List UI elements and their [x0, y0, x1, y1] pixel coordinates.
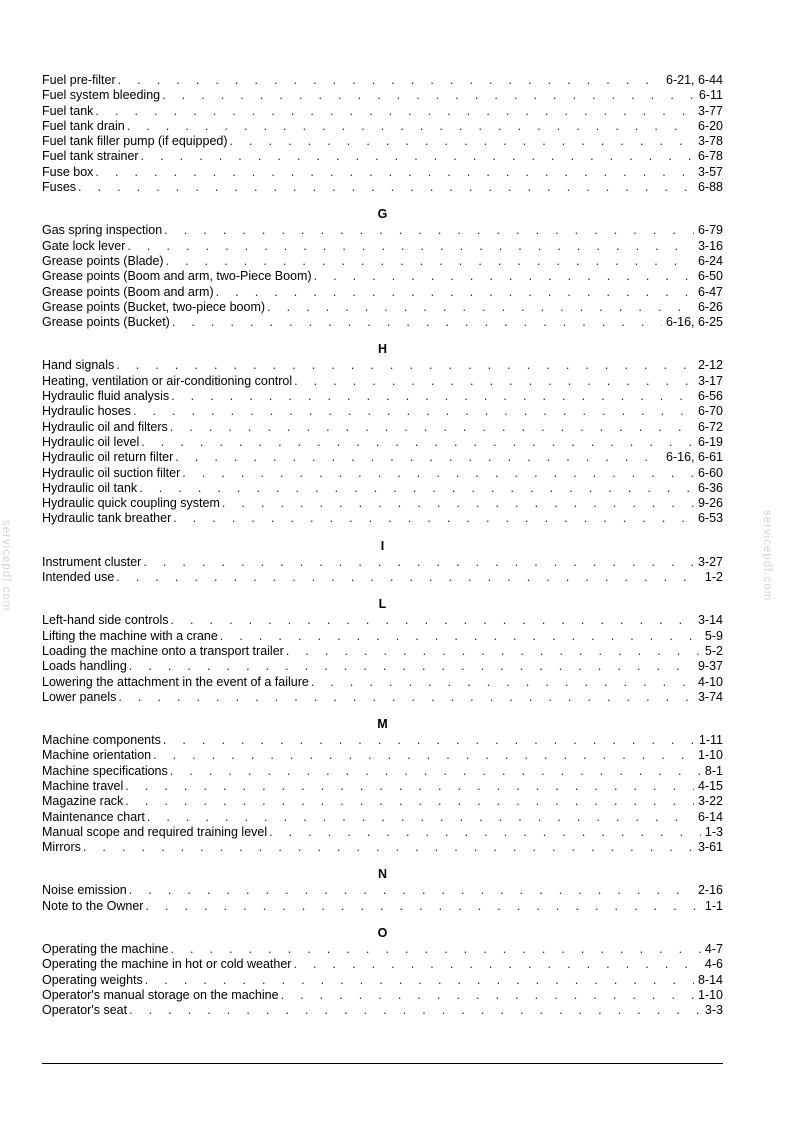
entry-page-ref: 3-77 — [697, 103, 723, 118]
dot-leader — [83, 840, 694, 855]
entry-label: Intended use — [42, 570, 115, 585]
dot-leader — [166, 254, 694, 269]
index-section — [42, 585, 723, 705]
index-section — [42, 705, 723, 855]
index-entry — [42, 481, 723, 496]
entry-label: Hand signals — [42, 358, 115, 373]
dot-leader — [175, 450, 662, 465]
entry-label: Hydraulic oil tank — [42, 480, 138, 495]
entry-label: Gas spring inspection — [42, 223, 163, 238]
entry-label: Fuses — [42, 180, 77, 195]
index-entry — [42, 239, 723, 254]
dot-leader — [173, 511, 694, 526]
section-letter: G — [377, 207, 388, 222]
entry-label: Hydraulic tank breather — [42, 511, 172, 526]
entry-label: Machine orientation — [42, 748, 152, 763]
entry-label: Machine travel — [42, 778, 124, 793]
index-entry — [42, 942, 723, 957]
dot-leader — [164, 223, 694, 238]
dot-leader — [182, 466, 694, 481]
index-section — [42, 855, 723, 914]
index-entry — [42, 435, 723, 450]
dot-leader — [269, 825, 701, 840]
index-section — [42, 73, 723, 195]
dot-leader — [143, 555, 694, 570]
index-entry — [42, 315, 723, 330]
section-letter: L — [378, 597, 387, 612]
entry-page-ref: 8-14 — [697, 972, 723, 987]
dot-leader — [95, 104, 694, 119]
dot-leader — [133, 404, 694, 419]
dot-leader — [95, 165, 694, 180]
entry-page-ref: 4-6 — [704, 957, 723, 972]
dot-leader — [220, 629, 701, 644]
entry-page-ref: 3-14 — [697, 613, 723, 628]
entry-page-ref: 3-57 — [697, 164, 723, 179]
entry-page-ref: 6-26 — [697, 299, 723, 314]
entry-label: Fuel system bleeding — [42, 88, 161, 103]
index-entry — [42, 165, 723, 180]
index-section — [42, 195, 723, 330]
dot-leader — [118, 690, 694, 705]
dot-leader — [145, 899, 700, 914]
entry-page-ref: 6-19 — [697, 434, 723, 449]
index-entry — [42, 555, 723, 570]
dot-leader — [170, 942, 700, 957]
dot-leader — [129, 659, 694, 674]
entry-page-ref: 4-15 — [697, 778, 723, 793]
entry-label: Left-hand side controls — [42, 613, 169, 628]
watermark-right: servicepdf.com — [761, 510, 773, 602]
section-letter: H — [377, 342, 388, 357]
entry-page-ref: 6-21, 6-44 — [666, 73, 723, 87]
index-entry — [42, 119, 723, 134]
entry-label: Maintenance chart — [42, 809, 145, 824]
index-entry — [42, 1003, 723, 1018]
entry-label: Hydraulic oil level — [42, 434, 140, 449]
dot-leader — [129, 1003, 701, 1018]
index-section — [42, 330, 723, 526]
dot-leader — [216, 285, 694, 300]
entry-label: Grease points (Bucket) — [42, 315, 170, 330]
entry-label: Noise emission — [42, 883, 127, 898]
index-entry — [42, 285, 723, 300]
index-entry — [42, 223, 723, 238]
section-letter: I — [380, 538, 385, 553]
entry-label: Manual scope and required training level — [42, 824, 268, 839]
entry-page-ref: 8-1 — [704, 763, 723, 778]
dot-leader — [314, 269, 694, 284]
entry-label: Fuel tank strainer — [42, 149, 139, 164]
dot-leader — [127, 119, 694, 134]
entry-page-ref: 6-36 — [697, 480, 723, 495]
entry-label: Operator's manual storage on the machine — [42, 987, 279, 1002]
entry-page-ref: 1-1 — [704, 898, 723, 913]
dot-leader — [162, 88, 695, 103]
index-entry — [42, 733, 723, 748]
dot-leader — [267, 300, 694, 315]
entry-label: Grease points (Blade) — [42, 253, 164, 268]
dot-leader — [171, 389, 694, 404]
dot-leader — [230, 134, 694, 149]
dot-leader — [294, 374, 694, 389]
footer-rule — [42, 1063, 723, 1064]
entry-page-ref: 6-78 — [697, 149, 723, 164]
dot-leader — [141, 435, 694, 450]
entry-page-ref: 6-70 — [697, 404, 723, 419]
index-entry — [42, 957, 723, 972]
index-entry — [42, 511, 723, 526]
entry-page-ref: 6-79 — [697, 223, 723, 238]
dot-leader — [129, 883, 694, 898]
dot-leader — [125, 779, 694, 794]
entry-page-ref: 1-11 — [698, 733, 723, 748]
index-section — [42, 914, 723, 1018]
dot-leader — [116, 358, 694, 373]
dot-leader — [125, 794, 694, 809]
entry-page-ref: 6-16, 6-25 — [666, 315, 723, 330]
entry-page-ref: 6-56 — [697, 389, 723, 404]
dot-leader — [222, 496, 694, 511]
dot-leader — [293, 957, 700, 972]
entry-page-ref: 3-61 — [697, 840, 723, 855]
entry-label: Lower panels — [42, 689, 117, 704]
entry-page-ref: 6-72 — [697, 419, 723, 434]
entry-label: Mirrors — [42, 840, 81, 855]
index-entry — [42, 748, 723, 763]
entry-page-ref: 6-11 — [698, 88, 723, 103]
index-entry — [42, 496, 723, 511]
entry-page-ref: 1-3 — [704, 824, 723, 839]
entry-label: Grease points (Boom and arm, two-Piece Boom) — [42, 269, 312, 284]
dot-leader — [170, 613, 694, 628]
entry-page-ref: 1-10 — [697, 748, 723, 763]
entry-label: Lifting the machine with a crane — [42, 628, 218, 643]
index-entry — [42, 840, 723, 855]
index-page — [42, 73, 723, 1019]
entry-page-ref: 6-60 — [697, 465, 723, 480]
dot-leader — [281, 988, 694, 1003]
entry-page-ref: 6-47 — [697, 284, 723, 299]
dot-leader — [172, 315, 662, 330]
entry-page-ref: 4-10 — [697, 674, 723, 689]
section-letter: M — [377, 717, 388, 732]
index-entry — [42, 300, 723, 315]
entry-page-ref: 6-50 — [697, 269, 723, 284]
index-entry — [42, 404, 723, 419]
index-entry — [42, 570, 723, 585]
index-entry — [42, 675, 723, 690]
index-entry — [42, 73, 723, 88]
entry-label: Operator's seat — [42, 1003, 128, 1018]
entry-page-ref: 5-2 — [704, 643, 723, 658]
entry-label: Fuel pre-filter — [42, 73, 116, 87]
dot-leader — [139, 481, 694, 496]
entry-label: Fuel tank — [42, 103, 94, 118]
index-entry — [42, 104, 723, 119]
entry-page-ref: 5-9 — [704, 628, 723, 643]
index-entry — [42, 899, 723, 914]
entry-label: Loads handling — [42, 659, 127, 674]
entry-page-ref: 6-14 — [697, 809, 723, 824]
index-entry — [42, 629, 723, 644]
dot-leader — [145, 973, 694, 988]
entry-page-ref: 3-22 — [697, 794, 723, 809]
dot-leader — [170, 420, 694, 435]
entry-page-ref: 3-78 — [697, 134, 723, 149]
dot-leader — [78, 180, 694, 195]
entry-page-ref: 3-17 — [697, 373, 723, 388]
entry-label: Operating the machine — [42, 942, 169, 957]
index-entry — [42, 420, 723, 435]
entry-page-ref: 6-88 — [697, 180, 723, 195]
entry-label: Instrument cluster — [42, 554, 142, 569]
entry-label: Fuel tank filler pump (if equipped) — [42, 134, 228, 149]
entry-label: Grease points (Boom and arm) — [42, 284, 214, 299]
entry-label: Operating the machine in hot or cold weather — [42, 957, 292, 972]
entry-page-ref: 3-16 — [697, 238, 723, 253]
dot-leader — [118, 73, 662, 88]
index-entry — [42, 810, 723, 825]
entry-label: Hydraulic hoses — [42, 404, 131, 419]
entry-label: Operating weights — [42, 972, 143, 987]
index-entry — [42, 794, 723, 809]
index-entry — [42, 254, 723, 269]
entry-label: Fuel tank drain — [42, 118, 125, 133]
index-entry — [42, 180, 723, 195]
dot-leader — [127, 239, 694, 254]
index-entry — [42, 358, 723, 373]
entry-label: Magazine rack — [42, 794, 124, 809]
entry-label: Gate lock lever — [42, 238, 126, 253]
entry-label: Hydraulic oil suction filter — [42, 465, 181, 480]
watermark-left: servicepdf.com — [0, 520, 12, 612]
dot-leader — [286, 644, 701, 659]
index-entry — [42, 690, 723, 705]
dot-leader — [116, 570, 701, 585]
entry-page-ref: 9-26 — [697, 496, 723, 511]
entry-label: Machine components — [42, 733, 161, 748]
entry-page-ref: 3-27 — [697, 554, 723, 569]
entry-label: Fuse box — [42, 164, 94, 179]
entry-page-ref: 2-16 — [697, 883, 723, 898]
entry-label: Note to the Owner — [42, 898, 144, 913]
section-letter: O — [377, 926, 388, 941]
entry-page-ref: 1-2 — [704, 570, 723, 585]
entry-page-ref: 3-74 — [697, 689, 723, 704]
index-entry — [42, 764, 723, 779]
entry-label: Hydraulic oil return filter — [42, 450, 174, 465]
entry-page-ref: 9-37 — [697, 659, 723, 674]
index-entry — [42, 134, 723, 149]
entry-label: Machine specifications — [42, 763, 168, 778]
index-entry — [42, 883, 723, 898]
dot-leader — [170, 764, 701, 779]
entry-page-ref: 3-3 — [704, 1003, 723, 1018]
index-entry — [42, 779, 723, 794]
dot-leader — [311, 675, 694, 690]
entry-page-ref: 4-7 — [704, 942, 723, 957]
entry-page-ref: 6-16, 6-61 — [666, 450, 723, 465]
entry-page-ref: 1-10 — [697, 987, 723, 1002]
index-entry — [42, 389, 723, 404]
dot-leader — [147, 810, 694, 825]
index-entry — [42, 659, 723, 674]
entry-label: Hydraulic oil and filters — [42, 419, 168, 434]
index-entry — [42, 466, 723, 481]
entry-label: Heating, ventilation or air-conditioning control — [42, 373, 293, 388]
entry-label: Hydraulic fluid analysis — [42, 389, 170, 404]
dot-leader — [141, 149, 694, 164]
index-section — [42, 527, 723, 586]
entry-label: Loading the machine onto a transport trailer — [42, 643, 284, 658]
index-entry — [42, 374, 723, 389]
index-entry — [42, 88, 723, 103]
index-entry — [42, 973, 723, 988]
dot-leader — [153, 748, 694, 763]
index-entry — [42, 149, 723, 164]
entry-page-ref: 6-20 — [697, 118, 723, 133]
index-entry — [42, 825, 723, 840]
section-letter: N — [377, 867, 388, 882]
entry-label: Lowering the attachment in the event of a failure — [42, 674, 309, 689]
entry-page-ref: 2-12 — [697, 358, 723, 373]
dot-leader — [163, 733, 695, 748]
entry-label: Hydraulic quick coupling system — [42, 496, 220, 511]
entry-page-ref: 6-24 — [697, 253, 723, 268]
index-entry — [42, 450, 723, 465]
index-entry — [42, 644, 723, 659]
index-entry — [42, 613, 723, 628]
index-entry — [42, 988, 723, 1003]
entry-page-ref: 6-53 — [697, 511, 723, 526]
index-entry — [42, 269, 723, 284]
entry-label: Grease points (Bucket, two-piece boom) — [42, 299, 266, 314]
